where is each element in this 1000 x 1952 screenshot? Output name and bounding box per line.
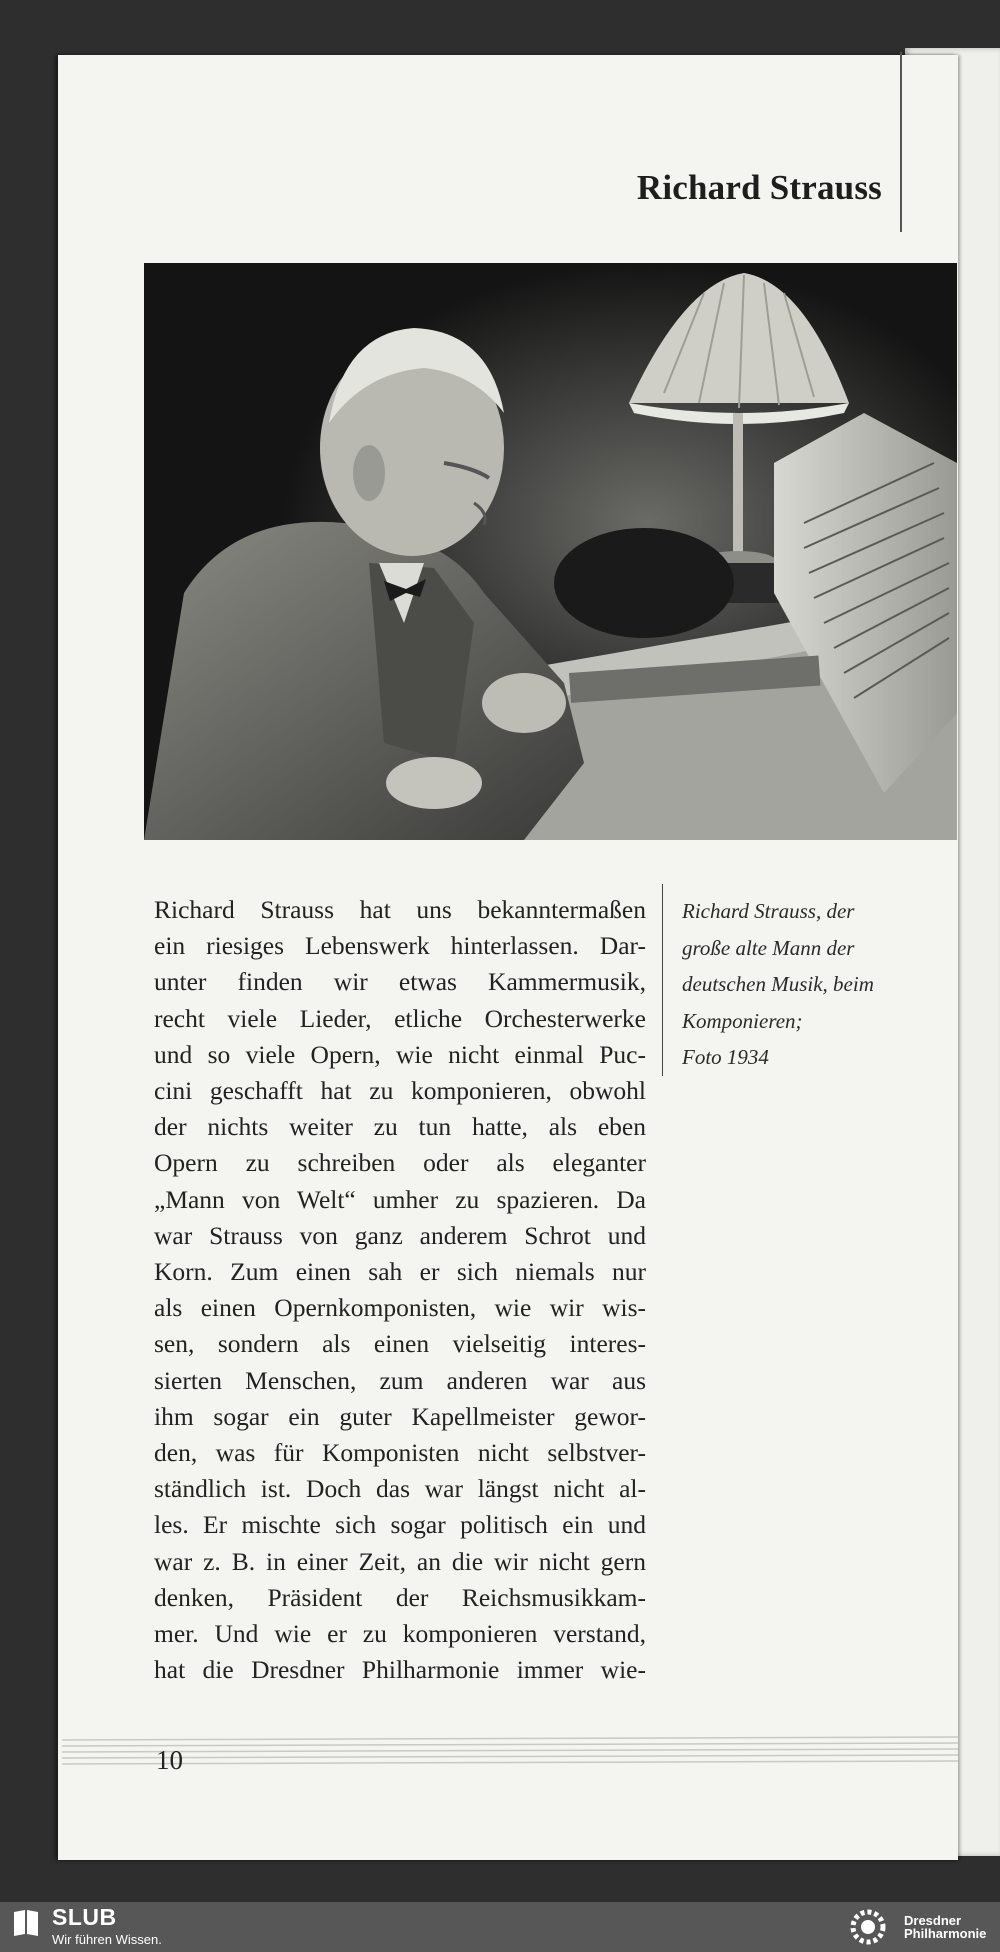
body-line: denken, Präsident der Reichsmusikkam- [154, 1582, 646, 1612]
body-line: und so viele Opern, wie nicht einmal Puc- [154, 1039, 646, 1069]
body-line: hat die Dresdner Philharmonie immer wie- [154, 1655, 646, 1685]
body-line: sen, sondern als einen vielseitig interes- [154, 1329, 646, 1359]
photo-illustration [144, 263, 957, 840]
slub-logo-text[interactable]: SLUB [52, 1904, 117, 1930]
body-line: cini geschafft hat zu komponieren, obwohl [154, 1076, 646, 1106]
caption-line: Foto 1934 [682, 1045, 769, 1069]
caption-line: Komponieren; [682, 1008, 803, 1033]
body-line: den, was für Komponisten nicht selbstver- [154, 1438, 646, 1468]
body-line: war z. B. in einer Zeit, an die wir nicht gern [154, 1546, 646, 1576]
body-line: les. Er mischte sich sogar politisch ein und [154, 1510, 646, 1540]
running-head: Richard Strauss [636, 168, 882, 207]
photo-strauss-composing [144, 263, 957, 840]
partner-line-1: Dresdner [904, 1913, 962, 1928]
photo-caption [682, 893, 912, 1076]
page-fold-line [900, 52, 902, 232]
page-number: 10 [156, 1745, 183, 1775]
body-line: ein riesiges Lebenswerk hinterlassen. Dar- [154, 931, 646, 961]
body-line: sierten Menschen, zum anderen war aus [154, 1365, 646, 1395]
body-line: der nichts weiter zu tun hatte, als eben [154, 1112, 646, 1142]
caption-divider [662, 884, 663, 1076]
caption-line: Richard Strauss, der [682, 899, 855, 923]
partner-line-2: Philharmonie [904, 1926, 987, 1941]
body-line: war Strauss von ganz anderem Schrot und [154, 1220, 646, 1250]
body-line: Opern zu schreiben oder als eleganter [154, 1148, 646, 1178]
caption-line: deutschen Musik, beim [682, 972, 874, 996]
body-line: recht viele Lieder, etliche Orchesterwerke [154, 1003, 646, 1033]
body-line: ihm sogar ein guter Kapellmeister gewor- [154, 1401, 646, 1431]
slub-book-icon[interactable] [12, 1908, 40, 1938]
body-line: mer. Und wie er zu komponieren verstand, [154, 1619, 646, 1649]
body-text [154, 892, 646, 1688]
slub-tagline: Wir führen Wissen. [52, 1932, 162, 1947]
caption-line: große alte Mann der [682, 935, 855, 960]
body-line: „Mann von Welt“ umher zu spazieren. Da [154, 1184, 646, 1214]
body-line: ständlich ist. Doch das war längst nicht al- [154, 1474, 646, 1504]
body-line: unter finden wir etwas Kammermusik, [154, 967, 646, 997]
body-line: Korn. Zum einen sah er sich niemals nur [154, 1257, 646, 1287]
body-line: als einen Opernkomponisten, wie wir wis- [154, 1293, 646, 1323]
body-line: Richard Strauss hat uns bekanntermaßen [154, 895, 646, 924]
philharmonie-logo-icon[interactable] [840, 1906, 896, 1948]
philharmonie-logo-text[interactable] [904, 1914, 986, 1940]
footer-rule-lines [62, 1735, 958, 1775]
